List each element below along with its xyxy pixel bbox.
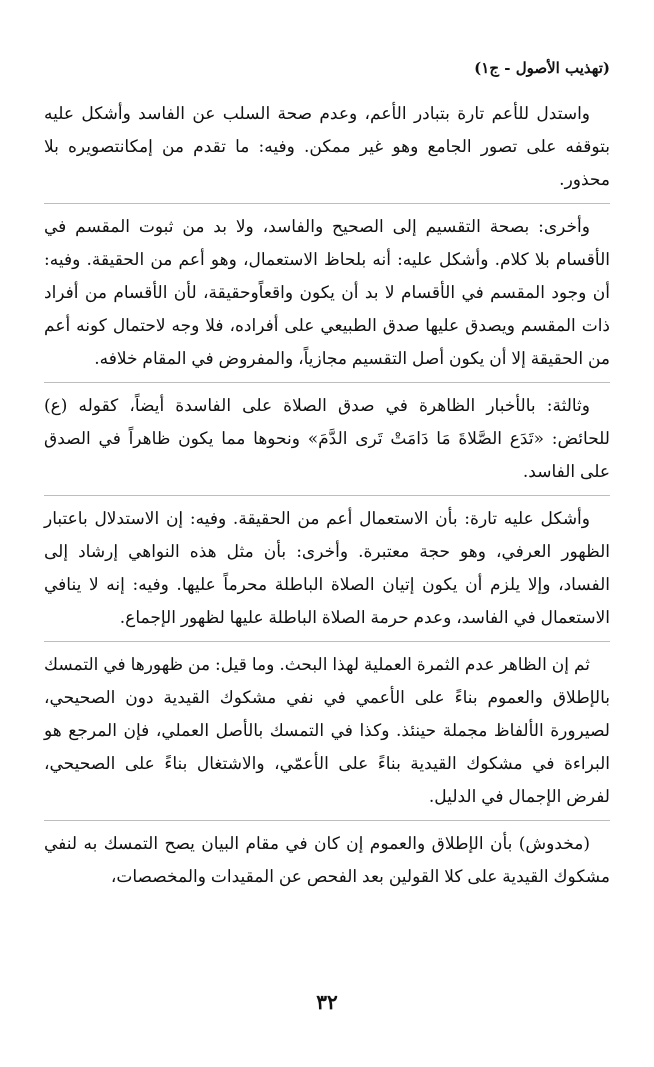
paragraph-2: وأخرى: بصحة التقسيم إلى الصحيح والفاسد، ولا بد من ثبوت المقسم في الأقسام بلا كلام. وأشكل عليه: أنه بلحاظ الاستعمال، وهو أعم من الحقيقة. وفيه: أن وجود المقسم في الأقسام لا بد أن يكون واقعاًوحقيقة، لأن الأقسام من أفراد ذات المقسم ويصدق عليها صدق الطبيعي على أفراده، فلا وجه لاحتمال كونه أعم من الحقيقة إلا أن يكون أصل التقسيم مجازياً، والمفروض في المقام خلافه. — [44, 217, 610, 369]
paragraph-6: (مخدوش) بأن الإطلاق والعموم إن كان في مقام البيان يصح التمسك به لنفي مشكوك القيدية على كلا القولين بعد الفحص عن المقيدات والمخصصات، — [44, 834, 610, 887]
paragraph-5: ثم إن الظاهر عدم الثمرة العملية لهذا البحث. وما قيل: من ظهورها في التمسك بالإطلاق والعموم بناءً على الأعمي في نفي مشكوك القيدية دون الصحيحي، لصيرورة الألفاظ مجملة حينئذ. وكذا في التمسك بالأصل العملي، فإن المرجع هو البراءة في مشكوك القيدية بناءً على الأعمّي، والاشتغال بناءً على الصحيحي، لفرض الإجمال في الدليل. — [44, 655, 610, 807]
paragraph-divider — [44, 203, 610, 204]
paragraph-4: وأشكل عليه تارة: بأن الاستعمال أعم من الحقيقة. وفيه: إن الاستدلال باعتبار الظهور العرفي، وهو حجة معتبرة. وأخرى: بأن مثل هذه النواهي إرشاد إلى الفساد، وإلا يلزم أن يكون إتيان الصلاة الباطلة محرماً عليها. وفيه: إنه لا ينافي الاستعمال في الفاسد، وعدم حرمة الصلاة الباطلة عليها لظهور الإجماع. — [44, 509, 610, 628]
body-text — [44, 98, 610, 894]
paragraph-divider — [44, 641, 610, 642]
paragraph-1: واستدل للأعم تارة بتبادر الأعم، وعدم صحة السلب عن الفاسد وأشكل عليه بتوقفه على تصور الجامع وهو غير ممكن. وفيه: ما تقدم من إمكانتصويره بلا محذور. — [44, 104, 610, 190]
paragraph-divider — [44, 820, 610, 821]
paragraph-divider — [44, 382, 610, 383]
page-number: ٣٢ — [316, 990, 338, 1014]
paragraph-3: وثالثة: بالأخبار الظاهرة في صدق الصلاة على الفاسدة أيضاً، كقوله (ع) للحائض: «تَدَع الصَّلاةَ مَا دَامَتْ تَرى الدَّمَ» ونحوها مما يكون ظاهراً في الصدق على الفاسد. — [44, 396, 610, 482]
paragraph-divider — [44, 495, 610, 496]
running-header: (تهذيب الأصول - ج١) — [474, 59, 610, 77]
